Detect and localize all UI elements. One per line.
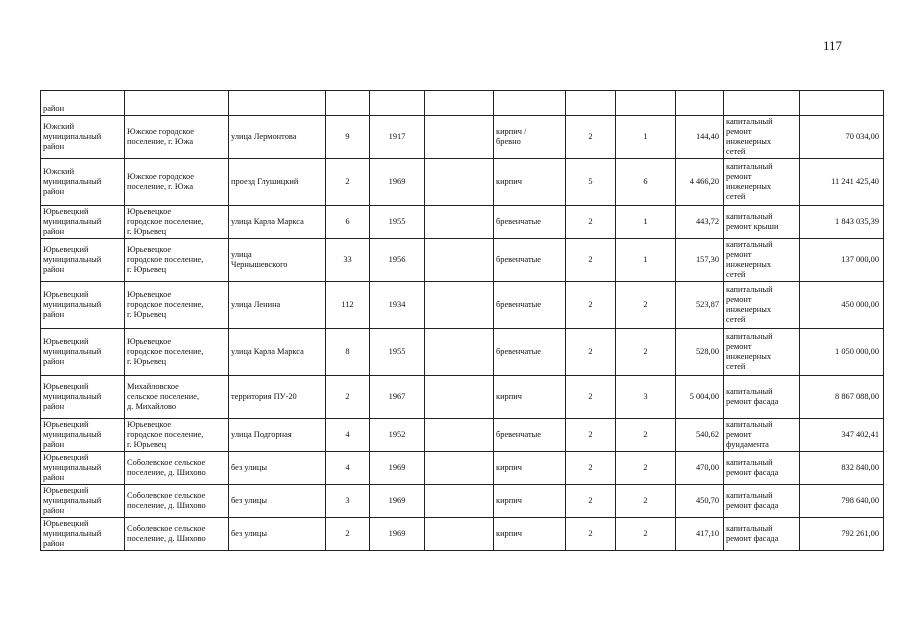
table-row	[41, 206, 884, 239]
cell-house-number: 6	[326, 206, 370, 239]
cell-cost: 450 000,00	[800, 282, 884, 329]
cell-blank	[425, 485, 494, 518]
cell-blank	[425, 206, 494, 239]
cell-blank	[425, 116, 494, 159]
cell-entrances: 2	[616, 282, 676, 329]
cell-entrances: 2	[616, 419, 676, 452]
cell-cost	[800, 91, 884, 116]
table-row	[41, 376, 884, 419]
cell-cost: 832 840,00	[800, 452, 884, 485]
cell-cost: 1 843 035,39	[800, 206, 884, 239]
cell-year-built: 1955	[370, 329, 425, 376]
table-row	[41, 518, 884, 551]
cell-area: 5 004,00	[676, 376, 724, 419]
cell-wall-material: бревенчатые	[494, 282, 566, 329]
cell-cost: 137 000,00	[800, 239, 884, 282]
cell-area: 540,62	[676, 419, 724, 452]
cell-floors: 2	[566, 419, 616, 452]
cell-area: 450,70	[676, 485, 724, 518]
cell-entrances: 1	[616, 239, 676, 282]
table-row	[41, 452, 884, 485]
cell-street: без улицы	[229, 485, 326, 518]
cell-settlement: Южское городское поселение, г. Южа	[125, 159, 229, 206]
cell-floors: 2	[566, 485, 616, 518]
cell-cost: 11 241 425,40	[800, 159, 884, 206]
cell-street: территория ПУ-20	[229, 376, 326, 419]
cell-area: 4 466,20	[676, 159, 724, 206]
cell-repair-type: капитальный ремонт фундамента	[724, 419, 800, 452]
cell-area: 443,72	[676, 206, 724, 239]
table-row	[41, 485, 884, 518]
cell-street: улица Подгорная	[229, 419, 326, 452]
cell-repair-type: капитальный ремонт инженерных сетей	[724, 282, 800, 329]
cell-house-number: 33	[326, 239, 370, 282]
cell-street: улица Карла Маркса	[229, 206, 326, 239]
table-row	[41, 329, 884, 376]
cell-area: 157,30	[676, 239, 724, 282]
cell-settlement: Южское городское поселение, г. Южа	[125, 116, 229, 159]
cell-wall-material: кирпич	[494, 376, 566, 419]
cell-year-built: 1955	[370, 206, 425, 239]
cell-repair-type: капитальный ремонт фасада	[724, 376, 800, 419]
housing-repair-table	[40, 90, 884, 551]
table-row-continued	[41, 91, 884, 116]
cell-area: 470,00	[676, 452, 724, 485]
cell-settlement: Юрьевецкое городское поселение, г. Юрьевец	[125, 206, 229, 239]
cell-house-number: 2	[326, 376, 370, 419]
cell-district: Юрьевецкий муниципальный район	[41, 282, 125, 329]
cell-floors: 2	[566, 239, 616, 282]
cell-district: Юрьевецкий муниципальный район	[41, 485, 125, 518]
cell-entrances: 3	[616, 376, 676, 419]
cell-year-built	[370, 91, 425, 116]
cell-settlement: Юрьевецкое городское поселение, г. Юрьевец	[125, 329, 229, 376]
cell-year-built: 1969	[370, 159, 425, 206]
cell-floors: 2	[566, 206, 616, 239]
cell-wall-material	[494, 91, 566, 116]
cell-settlement: Соболевское сельское поселение, д. Шихово	[125, 485, 229, 518]
cell-entrances	[616, 91, 676, 116]
cell-floors: 2	[566, 282, 616, 329]
cell-settlement	[125, 91, 229, 116]
cell-street	[229, 91, 326, 116]
cell-district: Южский муниципальный район	[41, 159, 125, 206]
cell-floors	[566, 91, 616, 116]
table-row	[41, 419, 884, 452]
cell-settlement: Соболевское сельское поселение, д. Шихово	[125, 452, 229, 485]
cell-floors: 2	[566, 376, 616, 419]
cell-repair-type: капитальный ремонт фасада	[724, 452, 800, 485]
cell-wall-material: кирпич	[494, 452, 566, 485]
cell-repair-type	[724, 91, 800, 116]
cell-entrances: 2	[616, 485, 676, 518]
cell-entrances: 1	[616, 116, 676, 159]
cell-cost: 798 640,00	[800, 485, 884, 518]
cell-blank	[425, 376, 494, 419]
cell-entrances: 2	[616, 452, 676, 485]
cell-district: Юрьевецкий муниципальный район	[41, 239, 125, 282]
cell-cost: 70 034,00	[800, 116, 884, 159]
cell-district: Юрьевецкий муниципальный район	[41, 206, 125, 239]
cell-settlement: Юрьевецкое городское поселение, г. Юрьевец	[125, 239, 229, 282]
cell-floors: 2	[566, 518, 616, 551]
cell-cost: 792 261,00	[800, 518, 884, 551]
cell-settlement: Юрьевецкое городское поселение, г. Юрьевец	[125, 419, 229, 452]
cell-wall-material: кирпич	[494, 485, 566, 518]
cell-blank	[425, 91, 494, 116]
cell-house-number: 9	[326, 116, 370, 159]
cell-blank	[425, 239, 494, 282]
cell-blank	[425, 452, 494, 485]
cell-wall-material: бревенчатые	[494, 329, 566, 376]
cell-district: Юрьевецкий муниципальный район	[41, 376, 125, 419]
cell-repair-type: капитальный ремонт инженерных сетей	[724, 159, 800, 206]
cell-house-number: 4	[326, 419, 370, 452]
cell-district: Юрьевецкий муниципальный район	[41, 452, 125, 485]
cell-repair-type: капитальный ремонт инженерных сетей	[724, 329, 800, 376]
cell-street: улица Ленина	[229, 282, 326, 329]
cell-entrances: 1	[616, 206, 676, 239]
cell-cost: 8 867 088,00	[800, 376, 884, 419]
cell-year-built: 1969	[370, 452, 425, 485]
cell-entrances: 2	[616, 329, 676, 376]
cell-wall-material: кирпич	[494, 159, 566, 206]
table-row	[41, 159, 884, 206]
cell-blank	[425, 518, 494, 551]
cell-street: улица Лермонтова	[229, 116, 326, 159]
table-row	[41, 282, 884, 329]
cell-entrances: 6	[616, 159, 676, 206]
cell-year-built: 1969	[370, 485, 425, 518]
cell-floors: 5	[566, 159, 616, 206]
cell-wall-material: бревенчатые	[494, 239, 566, 282]
cell-district: район	[41, 91, 125, 116]
cell-house-number: 2	[326, 159, 370, 206]
cell-house-number	[326, 91, 370, 116]
cell-area: 523,87	[676, 282, 724, 329]
cell-district: Южский муниципальный район	[41, 116, 125, 159]
cell-area: 144,40	[676, 116, 724, 159]
cell-blank	[425, 282, 494, 329]
cell-area: 417,10	[676, 518, 724, 551]
cell-repair-type: капитальный ремонт крыши	[724, 206, 800, 239]
table-row	[41, 239, 884, 282]
cell-cost: 347 402,41	[800, 419, 884, 452]
cell-blank	[425, 159, 494, 206]
cell-wall-material: кирпич / бревно	[494, 116, 566, 159]
cell-year-built: 1969	[370, 518, 425, 551]
cell-entrances: 2	[616, 518, 676, 551]
cell-year-built: 1967	[370, 376, 425, 419]
cell-year-built: 1934	[370, 282, 425, 329]
cell-house-number: 2	[326, 518, 370, 551]
cell-repair-type: капитальный ремонт фасада	[724, 518, 800, 551]
cell-street: без улицы	[229, 518, 326, 551]
cell-house-number: 4	[326, 452, 370, 485]
cell-street: проезд Глушицкий	[229, 159, 326, 206]
cell-year-built: 1956	[370, 239, 425, 282]
cell-district: Юрьевецкий муниципальный район	[41, 518, 125, 551]
cell-house-number: 8	[326, 329, 370, 376]
cell-repair-type: капитальный ремонт инженерных сетей	[724, 239, 800, 282]
cell-blank	[425, 329, 494, 376]
cell-year-built: 1952	[370, 419, 425, 452]
cell-wall-material: бревенчатые	[494, 419, 566, 452]
table-row	[41, 116, 884, 159]
cell-repair-type: капитальный ремонт инженерных сетей	[724, 116, 800, 159]
cell-blank	[425, 419, 494, 452]
cell-wall-material: кирпич	[494, 518, 566, 551]
cell-year-built: 1917	[370, 116, 425, 159]
cell-street: улица Чернышевского	[229, 239, 326, 282]
page-number: 117	[823, 38, 843, 53]
cell-floors: 2	[566, 329, 616, 376]
cell-cost: 1 050 000,00	[800, 329, 884, 376]
cell-district: Юрьевецкий муниципальный район	[41, 329, 125, 376]
cell-house-number: 3	[326, 485, 370, 518]
cell-wall-material: бревенчатые	[494, 206, 566, 239]
cell-street: улица Карла Маркса	[229, 329, 326, 376]
cell-repair-type: капитальный ремонт фасада	[724, 485, 800, 518]
cell-area: 528,00	[676, 329, 724, 376]
cell-settlement: Юрьевецкое городское поселение, г. Юрьевец	[125, 282, 229, 329]
cell-area	[676, 91, 724, 116]
cell-floors: 2	[566, 452, 616, 485]
cell-floors: 2	[566, 116, 616, 159]
cell-settlement: Михайловское сельское поселение, д. Михайлово	[125, 376, 229, 419]
cell-district: Юрьевецкий муниципальный район	[41, 419, 125, 452]
cell-house-number: 112	[326, 282, 370, 329]
cell-settlement: Соболевское сельское поселение, д. Шихово	[125, 518, 229, 551]
cell-street: без улицы	[229, 452, 326, 485]
